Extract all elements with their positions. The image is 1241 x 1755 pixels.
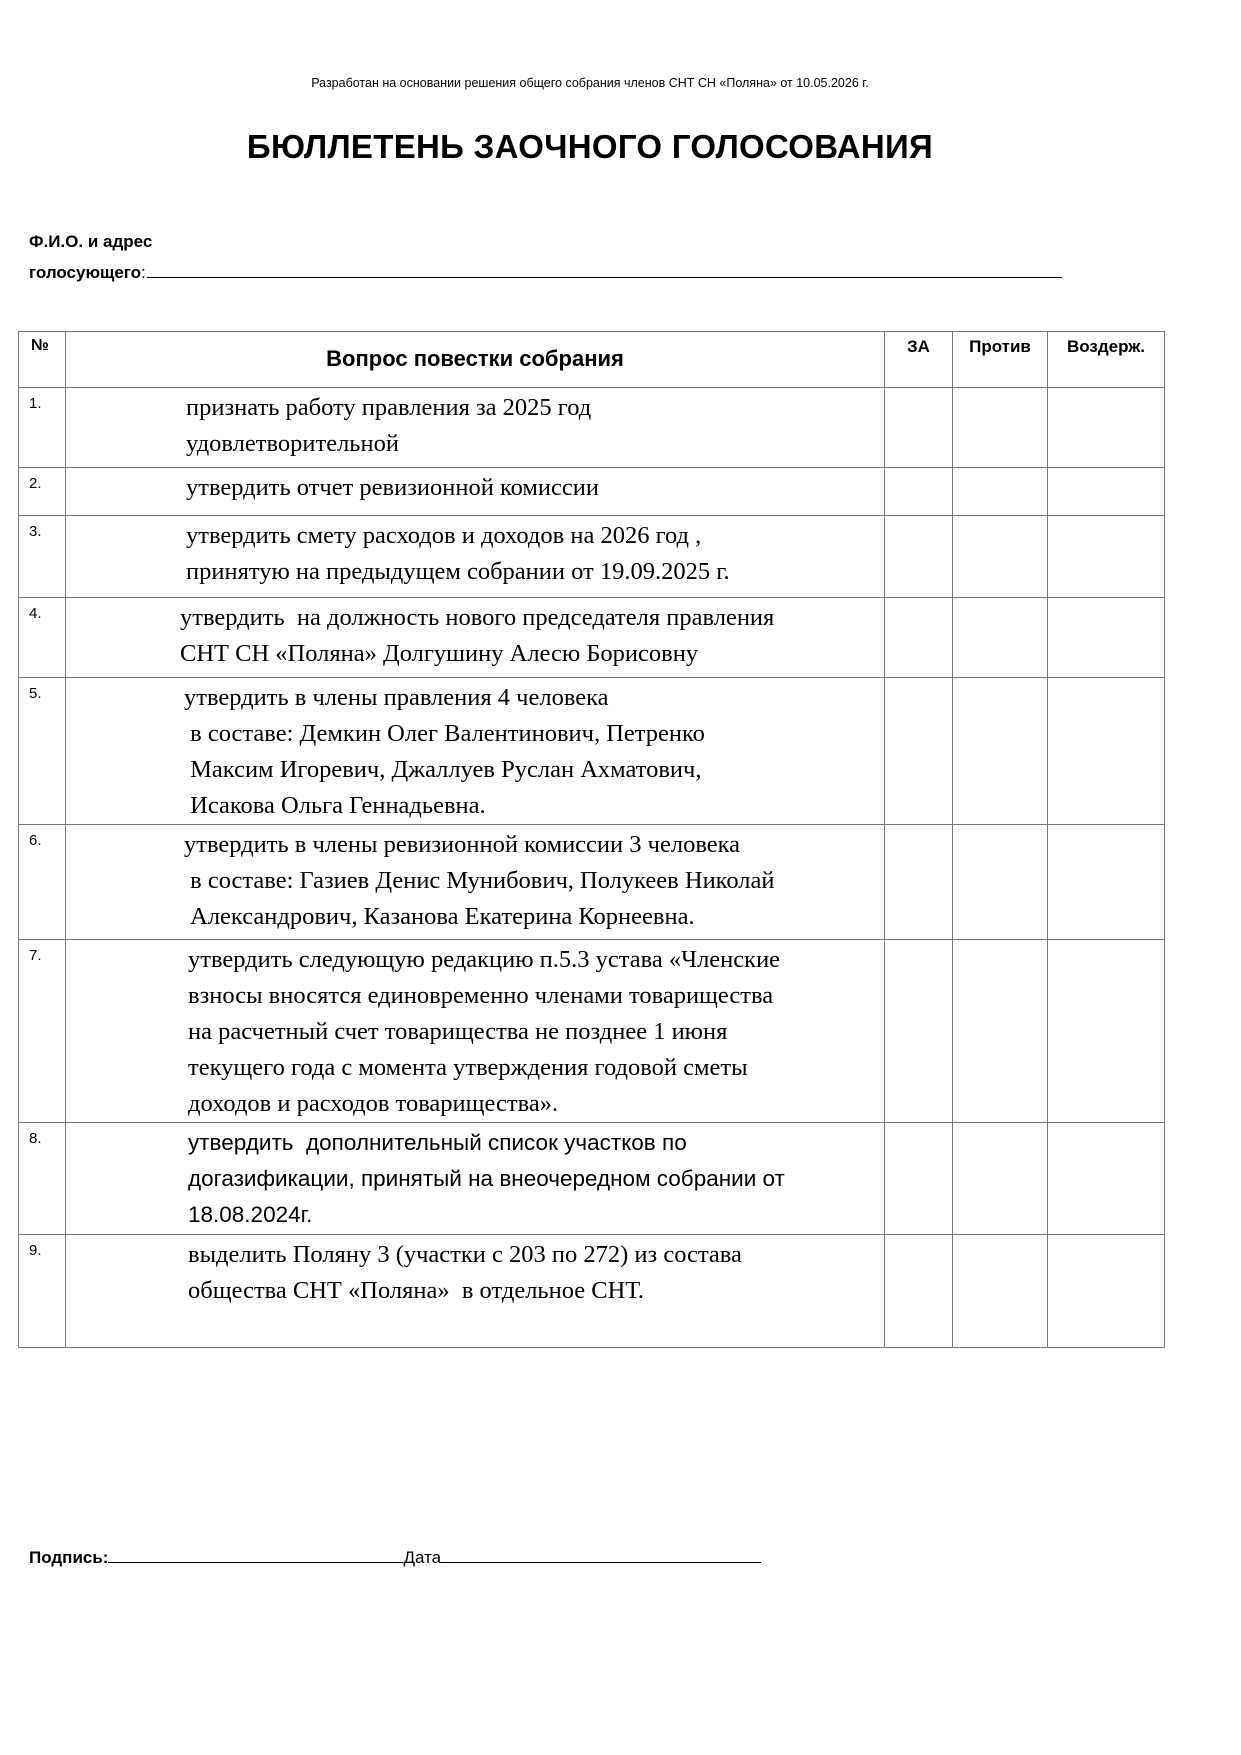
table-header-row <box>19 332 1165 388</box>
question-text <box>66 598 885 678</box>
vote-abstain-cell[interactable] <box>1048 678 1165 825</box>
question-text <box>66 468 885 516</box>
vote-abstain-cell[interactable] <box>1048 1235 1165 1348</box>
question-line: Исакова Ольга Геннадьевна. <box>184 792 486 819</box>
table-row <box>19 598 1165 678</box>
question-line: на расчетный счет товарищества не позднее 1 июня <box>188 1018 728 1045</box>
vote-for-cell[interactable] <box>885 468 953 516</box>
vote-against-cell[interactable] <box>953 468 1048 516</box>
voter-label-line1: Ф.И.О. и адрес <box>29 232 153 251</box>
vote-abstain-cell[interactable] <box>1048 825 1165 940</box>
question-line: принятую на предыдущем собрании от 19.09.2025 г. <box>186 558 730 585</box>
table-row <box>19 1235 1165 1348</box>
table-row <box>19 1123 1165 1235</box>
vote-against-cell[interactable] <box>953 516 1048 598</box>
signature-label: Подпись: <box>29 1548 109 1567</box>
table-row <box>19 468 1165 516</box>
row-number: 6. <box>19 825 66 940</box>
question-text <box>66 1235 885 1348</box>
row-number: 1. <box>19 388 66 468</box>
table-row <box>19 516 1165 598</box>
table-row <box>19 388 1165 468</box>
header-against: Против <box>953 332 1048 388</box>
table-row <box>19 940 1165 1123</box>
question-line: догазификации, принятый на внеочередном собрании от <box>188 1166 785 1191</box>
question-line: утвердить отчет ревизионной комиссии <box>186 474 600 501</box>
date-input-line[interactable] <box>441 1561 761 1563</box>
voter-colon: : <box>141 263 146 282</box>
header-for: ЗА <box>885 332 953 388</box>
table-row <box>19 678 1165 825</box>
signature-input-line[interactable] <box>108 1561 403 1563</box>
header-question: Вопрос повестки собрания <box>66 332 885 388</box>
question-line: признать работу правления за 2025 год <box>186 394 592 421</box>
question-line: утвердить в члены ревизионной комиссии 3 человека <box>184 831 741 858</box>
question-line: в составе: Газиев Денис Мунибович, Полукеев Николай <box>184 867 775 894</box>
vote-against-cell[interactable] <box>953 388 1048 468</box>
vote-against-cell[interactable] <box>953 825 1048 940</box>
vote-for-cell[interactable] <box>885 516 953 598</box>
question-line: в составе: Демкин Олег Валентинович, Петренко <box>184 720 705 747</box>
vote-abstain-cell[interactable] <box>1048 598 1165 678</box>
question-text <box>66 516 885 598</box>
vote-against-cell[interactable] <box>953 598 1048 678</box>
question-line: утвердить дополнительный список участков по <box>188 1130 687 1155</box>
question-line: утвердить смету расходов и доходов на 2026 год , <box>186 522 702 549</box>
vote-for-cell[interactable] <box>885 598 953 678</box>
question-line: СНТ СН «Поляна» Долгушину Алесю Борисовну <box>180 640 699 667</box>
signature-line <box>29 1548 761 1568</box>
ballot-table <box>18 331 1165 1348</box>
question-text <box>66 1123 885 1235</box>
question-text <box>66 388 885 468</box>
date-label: Дата <box>403 1548 442 1567</box>
vote-abstain-cell[interactable] <box>1048 468 1165 516</box>
row-number: 9. <box>19 1235 66 1348</box>
question-text <box>66 940 885 1123</box>
row-number: 8. <box>19 1123 66 1235</box>
vote-for-cell[interactable] <box>885 678 953 825</box>
vote-abstain-cell[interactable] <box>1048 516 1165 598</box>
page-title: БЮЛЛЕТЕНЬ ЗАОЧНОГО ГОЛОСОВАНИЯ <box>246 128 934 165</box>
voter-label-line2: голосующего <box>29 263 142 282</box>
header-note: Разработан на основании решения общего собрания членов СНТ СН «Поляна» от 10.05.2026 г. <box>311 76 869 90</box>
question-line: взносы вносятся единовременно членами товарищества <box>188 982 774 1009</box>
question-line: утвердить в члены правления 4 человека <box>184 684 609 711</box>
vote-against-cell[interactable] <box>953 678 1048 825</box>
question-line: утвердить на должность нового председателя правления <box>180 604 775 631</box>
vote-abstain-cell[interactable] <box>1048 388 1165 468</box>
header-abstain: Воздерж. <box>1048 332 1165 388</box>
question-line: Александрович, Казанова Екатерина Корнеевна. <box>184 903 695 930</box>
question-text <box>66 825 885 940</box>
row-number: 2. <box>19 468 66 516</box>
question-line: удовлетворительной <box>186 430 399 457</box>
vote-for-cell[interactable] <box>885 940 953 1123</box>
vote-against-cell[interactable] <box>953 940 1048 1123</box>
question-line: 18.08.2024г. <box>188 1202 313 1227</box>
question-line: выделить Поляну 3 (участки с 203 по 272) из состава <box>188 1241 742 1268</box>
question-text <box>66 678 885 825</box>
vote-abstain-cell[interactable] <box>1048 1123 1165 1235</box>
voter-input-line[interactable] <box>147 276 1062 278</box>
row-number: 5. <box>19 678 66 825</box>
vote-for-cell[interactable] <box>885 1123 953 1235</box>
row-number: 7. <box>19 940 66 1123</box>
header-num: № <box>19 332 66 388</box>
vote-against-cell[interactable] <box>953 1235 1048 1348</box>
vote-abstain-cell[interactable] <box>1048 940 1165 1123</box>
voter-field <box>29 226 1062 288</box>
question-line: общества СНТ «Поляна» в отдельное СНТ. <box>188 1277 644 1304</box>
question-line: Максим Игоревич, Джаллуев Руслан Ахматович, <box>184 756 702 783</box>
vote-against-cell[interactable] <box>953 1123 1048 1235</box>
table-row <box>19 825 1165 940</box>
row-number: 4. <box>19 598 66 678</box>
question-line: текущего года с момента утверждения годовой сметы <box>188 1054 748 1081</box>
vote-for-cell[interactable] <box>885 388 953 468</box>
voter-label-line2-wrap <box>29 257 1062 288</box>
question-line: доходов и расходов товарищества». <box>188 1090 559 1117</box>
row-number: 3. <box>19 516 66 598</box>
question-line: утвердить следующую редакцию п.5.3 устава «Членские <box>188 946 781 973</box>
vote-for-cell[interactable] <box>885 825 953 940</box>
vote-for-cell[interactable] <box>885 1235 953 1348</box>
